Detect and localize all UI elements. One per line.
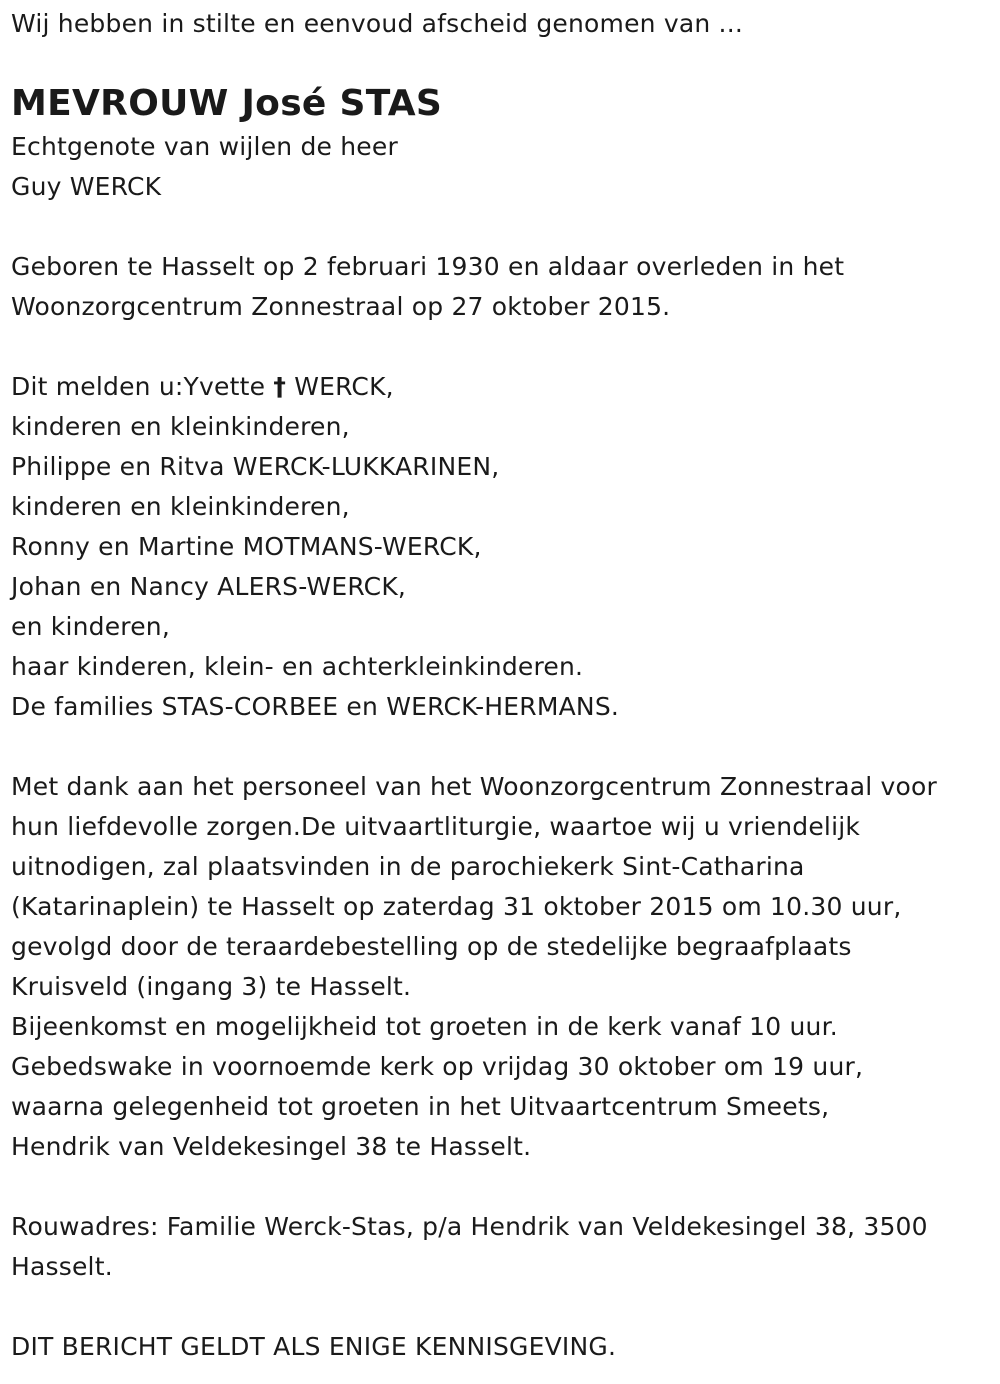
ceremony-line: Met dank aan het personeel van het Woonzorgcentrum Zonnestraal voor	[11, 772, 937, 801]
intro-text: Wij hebben in stilte en eenvoud afscheid genomen van ...	[11, 9, 744, 38]
obituary-notice	[11, 0, 996, 1367]
family-line: Philippe en Ritva WERCK-LUKKARINEN,	[11, 452, 500, 481]
family-line: Ronny en Martine MOTMANS-WERCK,	[11, 532, 482, 561]
ceremony-line: Gebedswake in voornoemde kerk op vrijdag 30 oktober om 19 uur,	[11, 1052, 864, 1081]
spacer	[11, 1287, 996, 1327]
announce-prefix: Dit melden u:Yvette	[11, 372, 266, 401]
ceremony-line: (Katarinaplein) te Hasselt op zaterdag 31 oktober 2015 om 10.30 uur,	[11, 892, 902, 921]
ceremony-line: hun liefdevolle zorgen.De uitvaartliturgie, waartoe wij u vriendelijk	[11, 812, 861, 841]
spacer	[11, 207, 996, 247]
family-line: kinderen en kleinkinderen,	[11, 492, 350, 521]
cross-icon: †	[273, 372, 287, 401]
deceased-name: MEVROUW José STAS	[11, 83, 443, 124]
family-announcement	[11, 367, 996, 407]
closing-statement: DIT BERICHT GELDT ALS ENIGE KENNISGEVING.	[11, 1332, 617, 1361]
family-line: haar kinderen, klein- en achterkleinkinderen.	[11, 652, 584, 681]
announce-suffix: WERCK,	[294, 372, 394, 401]
spacer	[11, 727, 996, 767]
ceremony-line: Hendrik van Veldekesingel 38 te Hasselt.	[11, 1132, 532, 1161]
ceremony-line: uitnodigen, zal plaatsvinden in de parochiekerk Sint-Catharina	[11, 852, 805, 881]
birth-death-line-1: Geboren te Hasselt op 2 februari 1930 en aldaar overleden in het	[11, 252, 845, 281]
ceremony-line: gevolgd door de teraardebestelling op de stedelijke begraafplaats	[11, 932, 852, 961]
address-line-2: Hasselt.	[11, 1252, 113, 1281]
spouse-line-2: Guy WERCK	[11, 172, 162, 201]
address-line-1: Rouwadres: Familie Werck-Stas, p/a Hendrik van Veldekesingel 38, 3500	[11, 1212, 928, 1241]
spacer	[11, 327, 996, 367]
spacer	[11, 1167, 996, 1207]
ceremony-line: Kruisveld (ingang 3) te Hasselt.	[11, 972, 412, 1001]
birth-death-line-2: Woonzorgcentrum Zonnestraal op 27 oktober 2015.	[11, 292, 671, 321]
ceremony-line: waarna gelegenheid tot groeten in het Uitvaartcentrum Smeets,	[11, 1092, 830, 1121]
family-line: en kinderen,	[11, 612, 170, 641]
ceremony-line: Bijeenkomst en mogelijkheid tot groeten in de kerk vanaf 10 uur.	[11, 1012, 838, 1041]
spouse-line-1: Echtgenote van wijlen de heer	[11, 132, 398, 161]
family-line: De families STAS-CORBEE en WERCK-HERMANS.	[11, 692, 620, 721]
family-line: kinderen en kleinkinderen,	[11, 412, 350, 441]
family-line: Johan en Nancy ALERS-WERCK,	[11, 572, 407, 601]
